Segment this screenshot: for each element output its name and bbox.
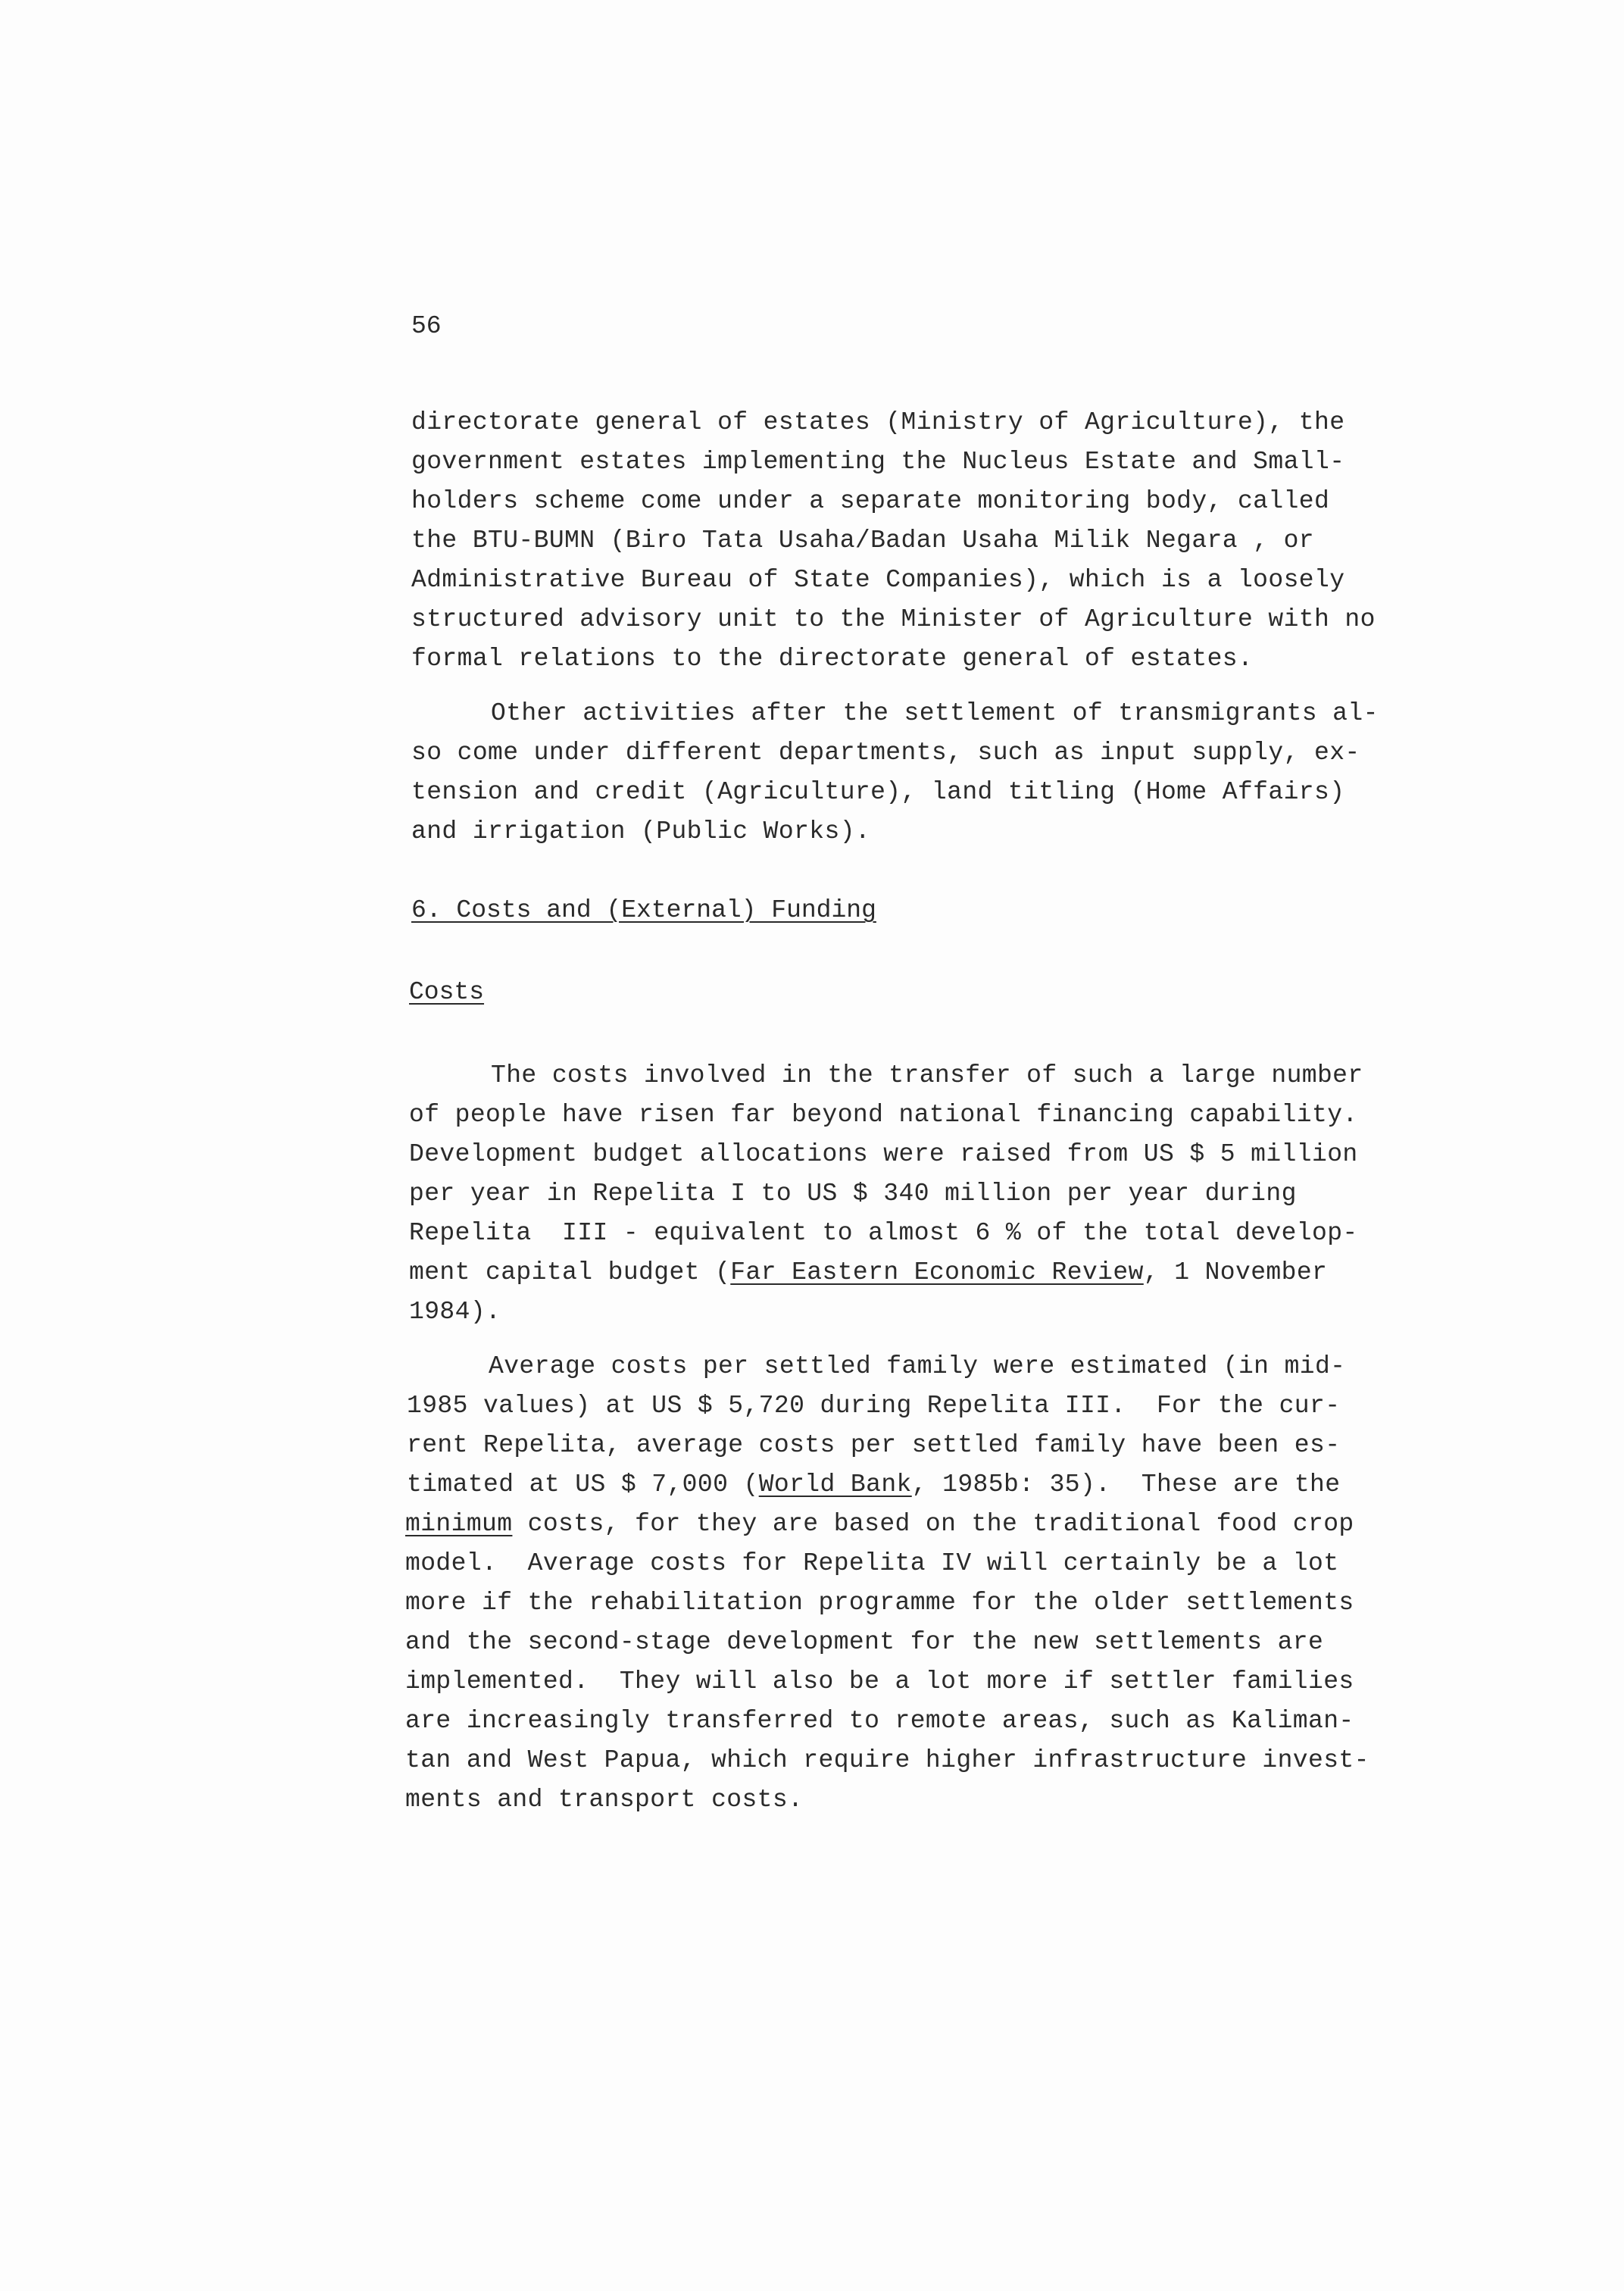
text-line: more if the rehabilitation programme for the older settlements [405, 1589, 1354, 1617]
text-line: rent Repelita, average costs per settled family have been es- [407, 1431, 1341, 1459]
text-line: of people have risen far beyond national financing capability. [409, 1101, 1358, 1129]
text-line: Other activities after the settlement of transmigrants al- [491, 699, 1379, 727]
text-line [407, 1470, 1340, 1500]
text-line: directorate general of estates (Ministry of Agriculture), the [411, 408, 1345, 436]
citation-far-eastern-economic-review: Far Eastern Economic Review [730, 1258, 1144, 1286]
text-line: implemented. They will also be a lot more if settler families [405, 1667, 1354, 1696]
emphasis-minimum: minimum [405, 1510, 513, 1538]
text-span: timated at US $ 7,000 ( [407, 1471, 759, 1499]
text-line: so come under different departments, such as input supply, ex- [411, 739, 1360, 767]
text-line: Administrative Bureau of State Companies), which is a loosely [411, 566, 1345, 594]
text-line: Average costs per settled family were estimated (in mid- [489, 1352, 1346, 1380]
text-line: per year in Repelita I to US $ 340 million per year during [409, 1180, 1297, 1208]
text-line: tan and West Papua, which require higher infrastructure invest- [405, 1746, 1369, 1774]
text-span: , 1985b: 35). These are the [911, 1471, 1341, 1499]
text-line [405, 1509, 1354, 1539]
text-line: 1984). [409, 1298, 501, 1326]
section-heading: 6. Costs and (External) Funding [411, 896, 876, 924]
text-line: holders scheme come under a separate monitoring body, called [411, 487, 1330, 515]
text-line: and irrigation (Public Works). [411, 817, 871, 845]
text-line: formal relations to the directorate general of estates. [411, 645, 1254, 673]
text-line [409, 1258, 1327, 1288]
text-line: government estates implementing the Nucleus Estate and Small- [411, 448, 1345, 476]
citation-world-bank: World Bank [758, 1471, 912, 1499]
text-line: tension and credit (Agriculture), land titling (Home Affairs) [411, 778, 1345, 806]
text-line: and the second-stage development for the new settlements are [405, 1628, 1324, 1656]
text-span: , 1 November [1143, 1258, 1328, 1286]
subsection-heading: Costs [409, 978, 485, 1006]
text-line: are increasingly transferred to remote areas, such as Kaliman- [405, 1707, 1354, 1735]
text-line: ments and transport costs. [405, 1786, 804, 1814]
text-line: 1985 values) at US $ 5,720 during Repelita III. For the cur- [407, 1392, 1341, 1420]
text-line: The costs involved in the transfer of such a large number [491, 1061, 1363, 1089]
text-line: structured advisory unit to the Minister of Agriculture with no [411, 605, 1376, 633]
text-span: costs, for they are based on the traditional food crop [512, 1510, 1354, 1538]
text-span: ment capital budget ( [409, 1258, 731, 1286]
text-line: the BTU-BUMN (Biro Tata Usaha/Badan Usaha Milik Negara , or [411, 527, 1314, 555]
text-line: Repelita III - equivalent to almost 6 % of the total develop- [409, 1219, 1358, 1247]
page-number: 56 [411, 312, 442, 340]
text-line: Development budget allocations were raised from US $ 5 million [409, 1140, 1358, 1168]
text-line: model. Average costs for Repelita IV will certainly be a lot [405, 1549, 1339, 1577]
